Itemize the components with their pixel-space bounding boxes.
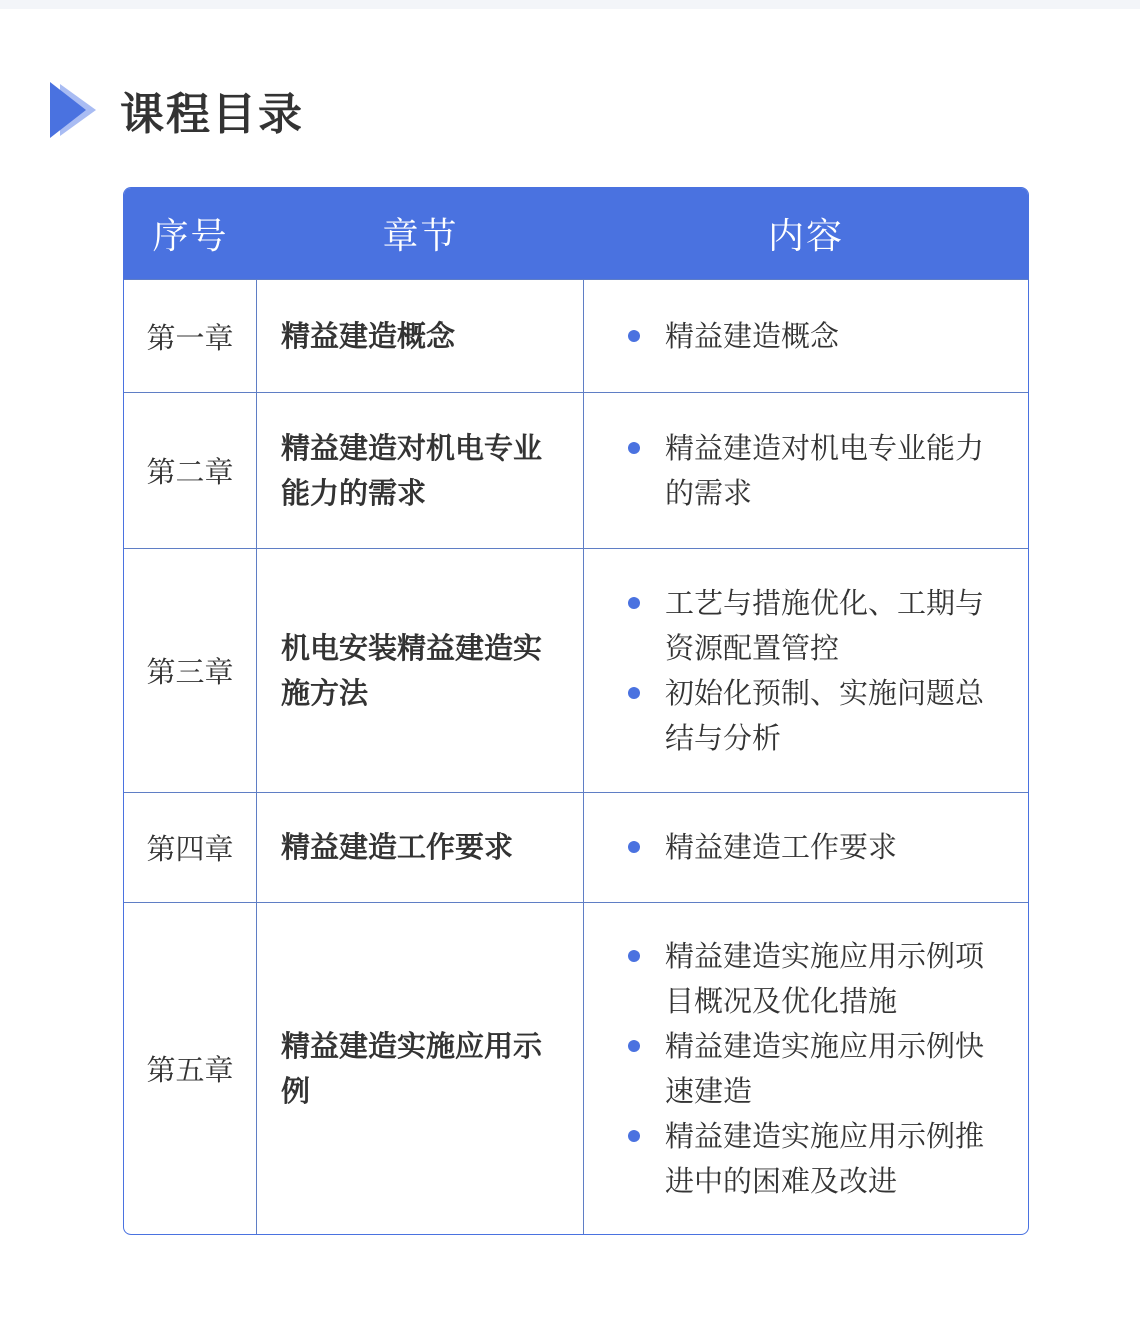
chapter-title: 精益建造实施应用示例 <box>257 903 584 1234</box>
chapter-title: 精益建造概念 <box>257 280 584 392</box>
content-text: 精益建造实施应用示例快速建造 <box>665 1028 985 1108</box>
content-item <box>628 1114 1008 1204</box>
content-item <box>628 1024 1008 1114</box>
bullet-dot-icon <box>628 841 640 853</box>
chapter-number: 第五章 <box>124 903 257 1234</box>
top-strip <box>0 0 1140 9</box>
content-text: 精益建造实施应用示例项目概况及优化措施 <box>665 938 985 1018</box>
chapter-title: 机电安装精益建造实施方法 <box>257 549 584 792</box>
table-row <box>124 902 1028 1234</box>
chapter-content <box>584 280 1028 392</box>
bullet-dot-icon <box>628 687 640 699</box>
chapter-content <box>584 549 1028 792</box>
content-item <box>628 581 1008 671</box>
content-text: 精益建造实施应用示例推进中的困难及改进 <box>665 1118 985 1198</box>
header-number: 序号 <box>152 216 229 257</box>
content-text: 精益建造概念 <box>665 318 840 353</box>
table-row <box>124 792 1028 902</box>
content-item <box>628 825 1008 870</box>
bullet-dot-icon <box>628 442 640 454</box>
content-item <box>628 934 1008 1024</box>
header-content: 内容 <box>767 216 844 257</box>
content-item <box>628 671 1008 761</box>
table-row <box>124 279 1028 392</box>
bullet-dot-icon <box>628 597 640 609</box>
bullet-dot-icon <box>628 950 640 962</box>
toc-table <box>123 187 1029 1235</box>
play-arrow-icon <box>50 80 100 140</box>
chapter-content <box>584 393 1028 548</box>
bullet-dot-icon <box>628 1130 640 1142</box>
content-text: 精益建造工作要求 <box>665 830 898 864</box>
page-title: 课程目录 <box>120 89 304 140</box>
content-item <box>628 314 1008 359</box>
content-text: 工艺与措施优化、工期与资源配置管控 <box>665 585 985 665</box>
bullet-dot-icon <box>628 330 640 342</box>
table-row <box>124 548 1028 792</box>
chapter-content <box>584 903 1028 1234</box>
chapter-number: 第一章 <box>124 280 257 392</box>
section-heading <box>50 80 304 140</box>
table-row <box>124 392 1028 548</box>
bullet-dot-icon <box>628 1040 640 1052</box>
chapter-content <box>584 793 1028 902</box>
chapter-title: 精益建造对机电专业能力的需求 <box>257 393 584 548</box>
chapter-number: 第三章 <box>124 549 257 792</box>
content-text: 初始化预制、实施问题总结与分析 <box>665 675 985 755</box>
content-item <box>628 426 1008 516</box>
header-chapter: 章节 <box>382 216 459 257</box>
content-text: 精益建造对机电专业能力的需求 <box>665 430 985 510</box>
table-header <box>124 188 1028 279</box>
chapter-number: 第二章 <box>124 393 257 548</box>
chapter-title: 精益建造工作要求 <box>257 793 584 902</box>
chapter-number: 第四章 <box>124 793 257 902</box>
